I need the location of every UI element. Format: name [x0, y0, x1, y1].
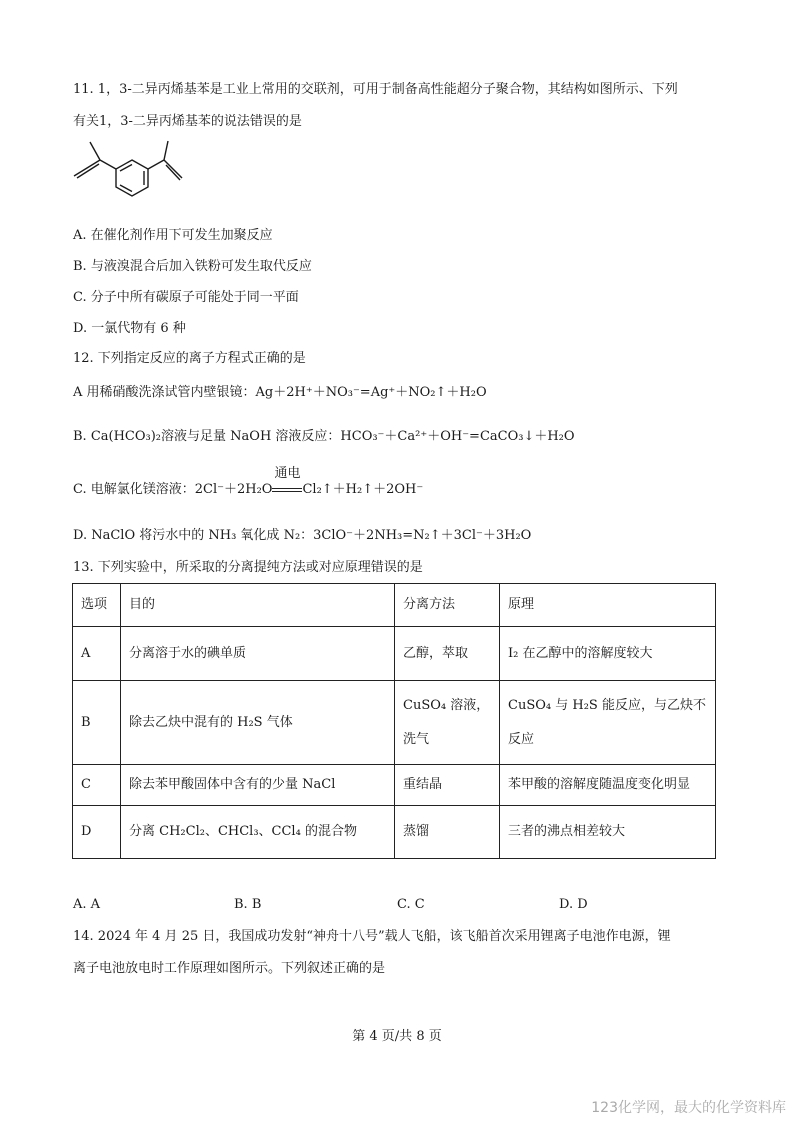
q13-choice-b: B. B	[234, 897, 262, 912]
q11-option-d: D. 一氯代物有 6 种	[73, 321, 186, 336]
q12-stem: 12. 下列指定反应的离子方程式正确的是	[73, 351, 306, 366]
table-row	[73, 806, 716, 859]
table-cell: C	[73, 765, 121, 806]
q13-choice-c: C. C	[397, 897, 425, 912]
q13-choice-d: D. D	[559, 897, 588, 912]
table-row	[73, 681, 716, 765]
q12-option-c-prefix: C. 电解氯化镁溶液：2Cl⁻＋2H₂O	[73, 482, 273, 497]
table-cell: 除去苯甲酸固体中含有的少量 NaCl	[121, 765, 395, 806]
q12-option-d: D. NaClO 将污水中的 NH₃ 氧化成 N₂：3ClO⁻＋2NH₃=N₂↑＋3Cl⁻＋3H₂O	[73, 528, 532, 543]
q11-option-b: B. 与液溴混合后加入铁粉可发生取代反应	[73, 259, 312, 274]
q12-option-b: B. Ca(HCO₃)₂溶液与足量 NaOH 溶液反应：HCO₃⁻＋Ca²⁺＋OH⁻=CaCO₃↓＋H₂O	[73, 429, 575, 444]
q12-option-c	[73, 466, 424, 499]
header-cell: 分离方法	[395, 584, 500, 627]
table-cell: 除去乙炔中混有的 H₂S 气体	[121, 681, 395, 765]
table-cell: 三者的沸点相差较大	[500, 806, 716, 859]
table-cell: 蒸馏	[395, 806, 500, 859]
q13-choice-a: A. A	[73, 897, 101, 912]
page-footer: 第 4 页/共 8 页	[352, 1029, 442, 1044]
table-cell: 重结晶	[395, 765, 500, 806]
watermark: 123化学网，最大的化学资料库	[591, 1100, 786, 1116]
q11-option-c: C. 分子中所有碳原子可能处于同一平面	[73, 290, 299, 305]
q12-option-c-suffix: Cl₂↑＋H₂↑＋2OH⁻	[302, 482, 424, 497]
q13-stem: 13. 下列实验中，所采取的分离提纯方法或对应原理错误的是	[73, 560, 423, 575]
q12-condition: 通电	[274, 466, 301, 481]
table-row	[73, 627, 716, 681]
q11-stem-line2: 有关1，3-二异丙烯基苯的说法错误的是	[73, 114, 302, 129]
table-cell: A	[73, 627, 121, 681]
table-cell: D	[73, 806, 121, 859]
table-cell: CuSO₄ 溶液，洗气	[395, 681, 500, 765]
q14-stem-line1: 14. 2024 年 4 月 25 日，我国成功发射“神舟十八号”载人飞船，该飞船首次采用锂离子电池作电源，锂	[73, 929, 671, 944]
q14-stem-line2: 离子电池放电时工作原理如图所示。下列叙述正确的是	[73, 961, 386, 976]
molecule-structure-image	[70, 140, 190, 215]
q11-stem-line1: 11. 1，3-二异丙烯基苯是工业上常用的交联剂，可用于制备高性能超分子聚合物，其结构如图所示、下列	[73, 82, 678, 97]
header-cell: 选项	[73, 584, 121, 627]
table-cell: 苯甲酸的溶解度随温度变化明显	[500, 765, 716, 806]
q12-option-a: A 用稀硝酸洗涤试管内壁银镜：Ag＋2H⁺＋NO₃⁻=Ag⁺＋NO₂↑＋H₂O	[73, 385, 487, 400]
q11-option-a: A. 在催化剂作用下可发生加聚反应	[73, 228, 273, 243]
table-cell: 分离 CH₂Cl₂、CHCl₃、CCl₄ 的混合物	[121, 806, 395, 859]
table-cell: I₂ 在乙醇中的溶解度较大	[500, 627, 716, 681]
table-row	[73, 765, 716, 806]
electrolysis-equals-sign	[272, 466, 302, 499]
table-cell: CuSO₄ 与 H₂S 能反应，与乙炔不反应	[500, 681, 716, 765]
table-cell: 乙醇，萃取	[395, 627, 500, 681]
table-header-row	[73, 584, 716, 627]
header-cell: 目的	[121, 584, 395, 627]
header-cell: 原理	[500, 584, 716, 627]
table-cell: 分离溶于水的碘单质	[121, 627, 395, 681]
table-cell: B	[73, 681, 121, 765]
q13-table	[72, 583, 716, 859]
